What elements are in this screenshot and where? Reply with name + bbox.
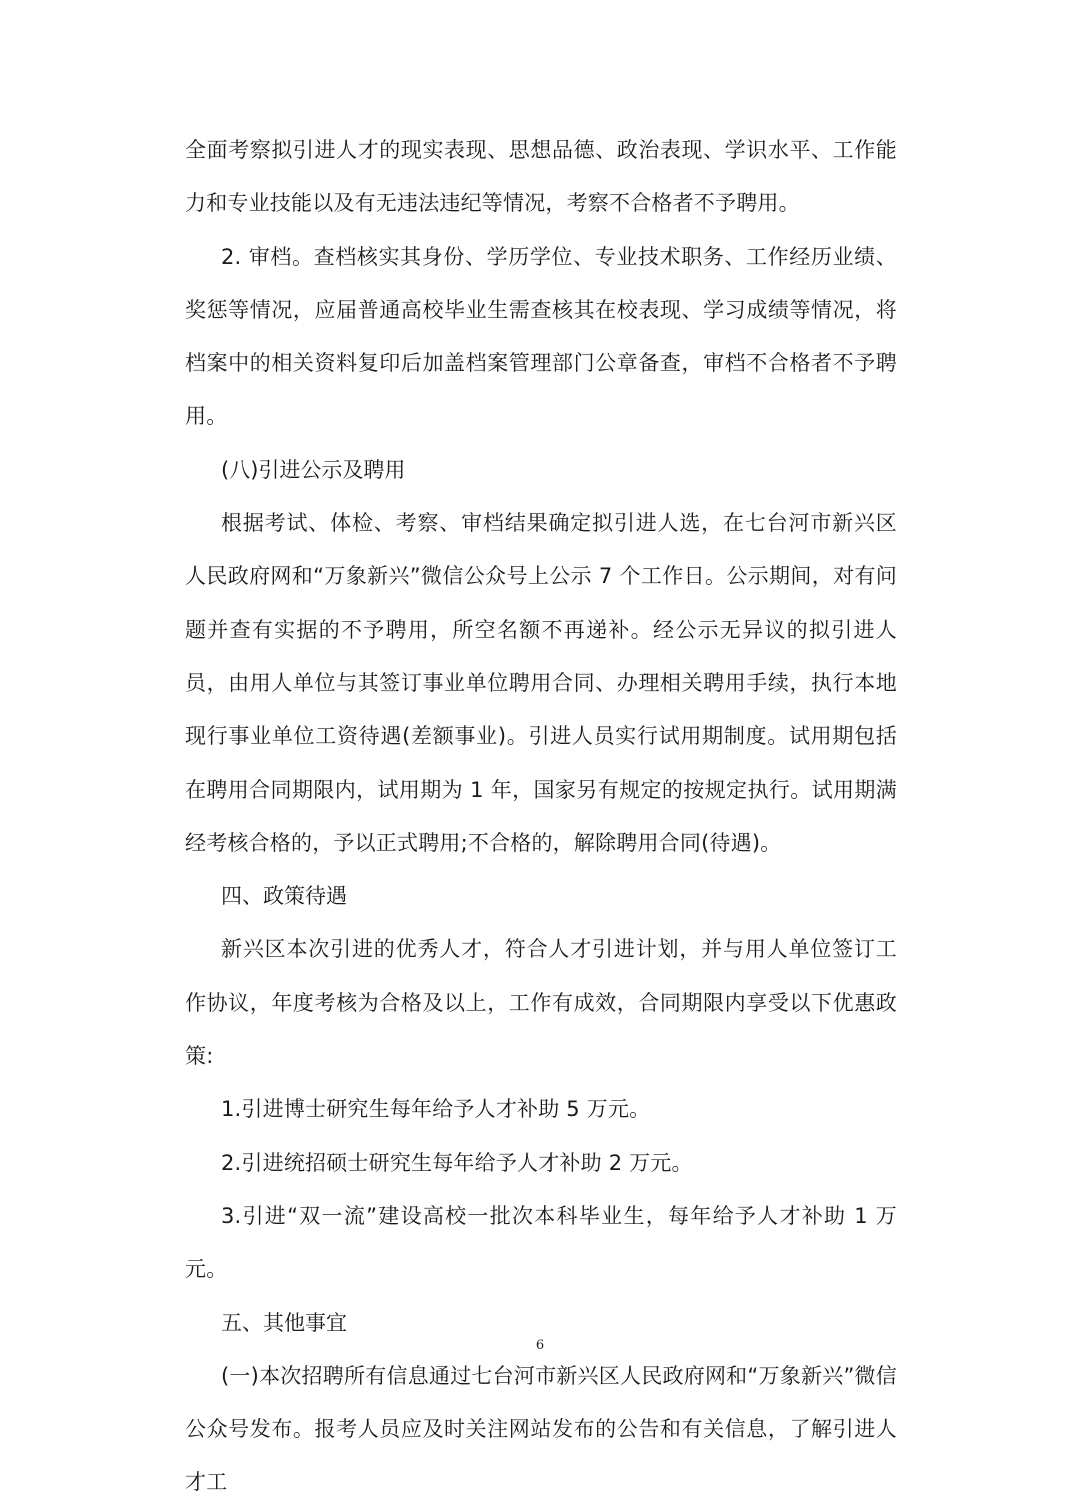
paragraph-publicity-details: 根据考试、体检、考察、审档结果确定拟引进人选，在七台河市新兴区人民政府网和“万象新兴”微信公众号上公示 7 个工作日。公示期间，对有问题并查有实据的不予聘用，所空名额不再递补。经公示无异议的拟引进人员，由用人单位与其签订事业单位聘用合同、办理相关聘用手续，执行本地现行事业单位工资待遇(差额事业)。引进人员实行试用期制度。试用期包括在聘用合同期限内，试用期为 1 年，国家另有规定的按规定执行。试用期满经考核合格的，予以正式聘用;不合格的，解除聘用合同(待遇)。 [185, 511, 897, 855]
list-item-phd-subsidy: 1.引进博士研究生每年给予人才补助 5 万元。 [221, 1097, 651, 1122]
section-heading-publicity-employment: (八)引进公示及聘用 [221, 457, 406, 482]
list-item-undergrad-subsidy: 3.引进“双一流”建设高校一批次本科毕业生，每年给予人才补助 1 万元。 [185, 1203, 897, 1282]
paragraph-inspection-continued: 全面考察拟引进人才的现实表现、思想品德、政治表现、学识水平、工作能力和专业技能以及有无违法违纪等情况，考察不合格者不予聘用。 [185, 138, 897, 216]
document-body [185, 124, 897, 1510]
paragraph-file-review: 2. 审档。查档核实其身份、学历学位、专业技术职务、工作经历业绩、奖惩等情况，应届普通高校毕业生需查核其在校表现、学习成绩等情况，将档案中的相关资料复印后加盖档案管理部门公章备查，审档不合格者不予聘用。 [185, 244, 897, 429]
paragraph-policy-conditions: 新兴区本次引进的优秀人才，符合人才引进计划，并与用人单位签订工作协议，年度考核为合格及以上，工作有成效，合同期限内享受以下优惠政策: [185, 937, 897, 1069]
list-item-masters-subsidy: 2.引进统招硕士研究生每年给予人才补助 2 万元。 [221, 1150, 693, 1175]
section-heading-policy-benefits: 四、政策待遇 [221, 884, 347, 909]
page-number: 6 [535, 1338, 545, 1353]
section-heading-other-matters: 五、其他事宜 [221, 1310, 347, 1335]
paragraph-information-release: (一)本次招聘所有信息通过七台河市新兴区人民政府网和“万象新兴”微信公众号发布。报考人员应及时关注网站发布的公告和有关信息，了解引进人才工 [185, 1363, 897, 1495]
